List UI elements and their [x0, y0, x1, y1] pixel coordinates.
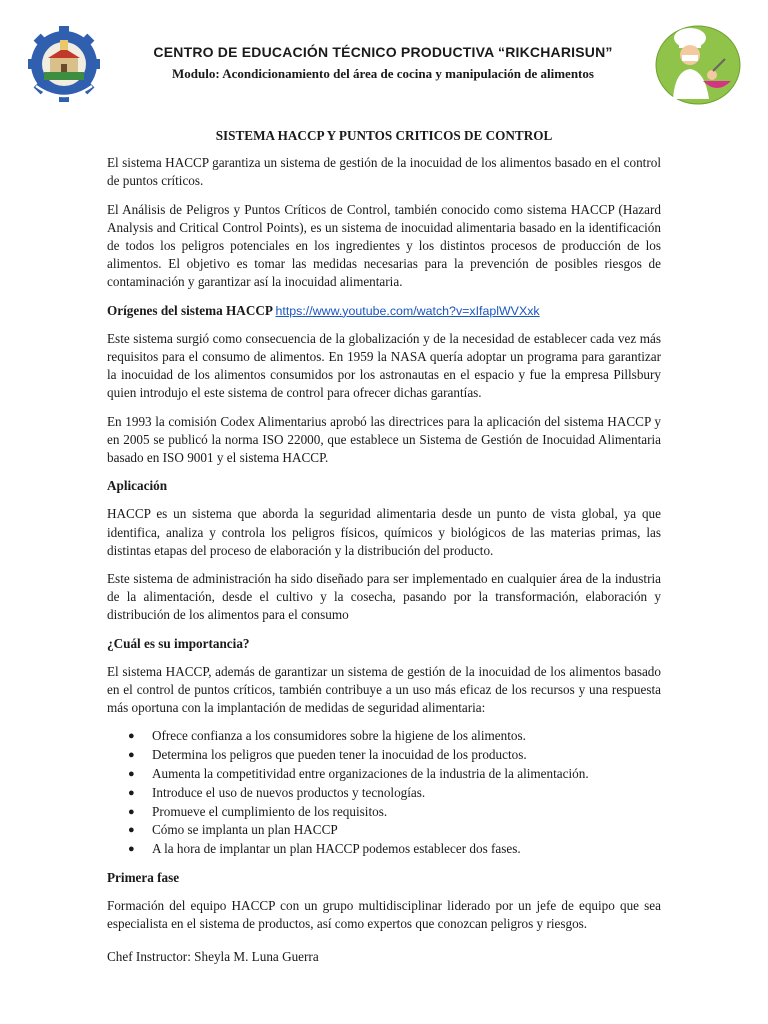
- list-item-text: Ofrece confianza a los consumidores sobre la higiene de los alimentos.: [152, 728, 526, 744]
- list-item: [107, 727, 661, 746]
- importance-bullet-list: [107, 727, 661, 859]
- origins-heading: [107, 302, 661, 320]
- list-item-text: Promueve el cumplimiento de los requisitos.: [152, 803, 388, 819]
- list-item-text: Introduce el uso de nuevos productos y tecnologías.: [152, 784, 426, 800]
- list-item-text: Determina los peligros que pueden tener la inocuidad de los productos.: [152, 747, 527, 763]
- document-body: [107, 122, 661, 976]
- bullet-icon: ●: [128, 768, 135, 781]
- intro-paragraph-1: El sistema HACCP garantiza un sistema de gestión de la inocuidad de los alimentos basado en el control de puntos críticos.: [107, 155, 661, 189]
- list-item-text: Aumenta la competitividad entre organizaciones de la industria de la alimentación.: [152, 766, 589, 782]
- video-link[interactable]: https://www.youtube.com/watch?v=xIfaplWVXxk: [275, 303, 540, 318]
- institution-name: CENTRO DE EDUCACIÓN TÉCNICO PRODUCTIVA “RIKCHARISUN”: [153, 44, 613, 60]
- page-title: SISTEMA HACCP Y PUNTOS CRITICOS DE CONTROL: [215, 128, 553, 143]
- application-heading: Aplicación: [107, 478, 168, 494]
- list-item: [107, 803, 661, 822]
- list-item: [107, 746, 661, 765]
- bullet-icon: ●: [128, 786, 135, 799]
- origins-paragraph-1: Este sistema surgió como consecuencia de la globalización y de la necesidad de establecer cada vez más requisitos para el consumo de alimentos. En 1959 la NASA quería adoptar un programa para garantizar la inocuidad de los alimentos consumidos por los astronautas en el espacio y fue la empresa Pillsbury quien introdujo el este sistema de control para ofrecer dichas garantías.: [107, 330, 661, 401]
- bullet-icon: ●: [128, 749, 135, 762]
- importance-heading: ¿Cuál es su importancia?: [107, 635, 250, 651]
- list-item: [107, 821, 661, 840]
- bullet-icon: ●: [128, 805, 135, 818]
- chef-cooking-icon: [655, 25, 741, 105]
- school-gear-emblem-icon: [28, 14, 100, 102]
- application-paragraph-1: HACCP es un sistema que aborda la seguridad alimentaria desde un punto de vista global, ya que identifica, analiza y controla los peligros físicos, químicos y biológicos de las materias primas, las distintas etapas del proceso de elaboración y la distribución del producto.: [107, 506, 661, 558]
- phase1-heading: Primera fase: [107, 870, 180, 886]
- document-header: [0, 0, 768, 112]
- intro-paragraph-2: El Análisis de Peligros y Puntos Críticos de Control, también conocido como sistema HACCP (Hazard Analysis and Critical Control Points), es un sistema de inocuidad alimentaria basado en la identificación de todos los peligros potenciales en los ingredientes y los distintos procesos de producción de los alimentos. El objetivo es tomar las medidas necesarias para la prevención de posibles riesgos de contaminación y garantizar así la inocuidad alimentaria.: [107, 201, 661, 290]
- origins-heading-text: Orígenes del sistema HACCP: [107, 302, 273, 318]
- list-item-text: Cómo se implanta un plan HACCP: [152, 822, 338, 838]
- origins-paragraph-2: En 1993 la comisión Codex Alimentarius aprobó las directrices para la aplicación del sistema HACCP y en 2005 se publicó la norma ISO 22000, que establece un Sistema de Gestión de Inocuidad Alimentaria basado en ISO 9001 y el sistema HACCP.: [107, 413, 661, 466]
- instructor-signature: Chef Instructor: Sheyla M. Luna Guerra: [107, 948, 319, 964]
- module-title: Modulo: Acondicionamiento del área de cocina y manipulación de alimentos: [172, 66, 594, 81]
- bullet-icon: ●: [128, 730, 135, 743]
- list-item: [107, 765, 661, 784]
- bullet-icon: ●: [128, 824, 135, 837]
- importance-paragraph: El sistema HACCP, además de garantizar un sistema de gestión de la inocuidad de los alimentos basado en el control de puntos críticos, también contribuye a un uso más eficaz de los recursos y una respuesta más oportuna con la implantación de medidas de seguridad alimentaria:: [107, 663, 661, 716]
- application-paragraph-2: Este sistema de administración ha sido diseñado para ser implementado en cualquier área de la industria de la alimentación, desde el cultivo y la cosecha, pasando por la transformación, elaboración y distribución de los alimentos para el consumo: [107, 571, 661, 623]
- list-item: [107, 840, 661, 859]
- list-item: [107, 784, 661, 803]
- bullet-icon: ●: [128, 843, 135, 856]
- list-item-text: A la hora de implantar un plan HACCP podemos establecer dos fases.: [152, 841, 521, 857]
- phase1-paragraph: Formación del equipo HACCP con un grupo multidisciplinar liderado por un jefe de equipo que sea especialista en el sistema de productos, así como expertos que conozcan peligros y riesgos.: [107, 898, 661, 932]
